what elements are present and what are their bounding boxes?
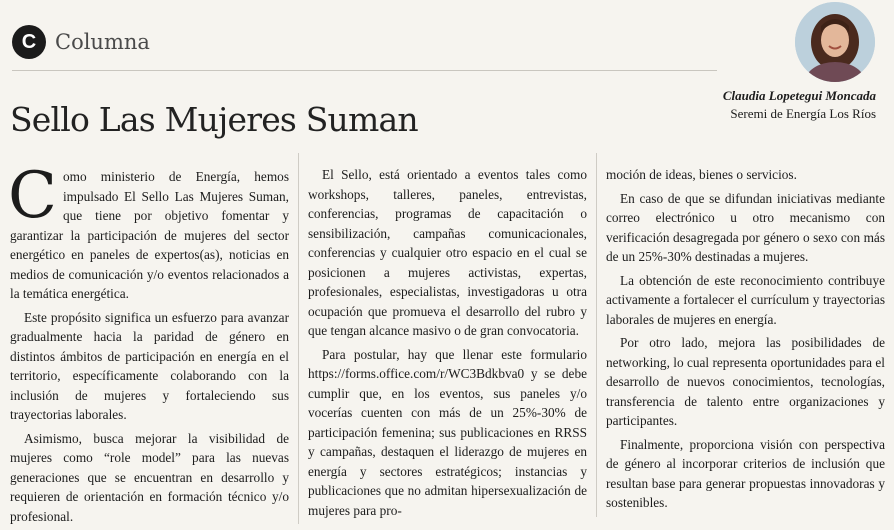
- article-paragraph: Asimismo, busca mejorar la visibilidad de mujeres como “role model” para las nuevas generaciones que se encuentran en desarrollo y requieren de orientación en formación técnico y/o profesional.: [10, 430, 289, 524]
- paragraph-text: omo ministerio de Energía, hemos impulsado El Sello Las Mujeres Suman, que tiene por objetivo fomentar y garantizar la participación de mujeres del sector energético en paneles de expertos(as), noticias en medios de comunicación y/o eventos relacionados a la temática energética.: [10, 169, 289, 301]
- article-paragraph: Finalmente, proporciona visión con perspectiva de género al incorporar criterios de inclusión que resultan base para generar propuestas innovadoras y sostenibles.: [606, 436, 885, 510]
- article-column-3: [606, 165, 885, 517]
- section-header: [12, 24, 150, 60]
- article-paragraph: Este propósito significa un esfuerzo para avanzar gradualmente hacia la paridad de género en distintos ámbitos de participación en energía en el territorio, específicamente colaborando con la inclusión de mujeres y fortaleciendo sus trayectorias laborales.: [10, 309, 289, 422]
- article-paragraph: Por otro lado, mejora las posibilidades de networking, lo cual representa oportunidades para el desarrollo de nuevos conocimientos, tecnologías, transferencia de talento entre organizaciones y participantes.: [606, 335, 885, 428]
- article-paragraph: En caso de que se difundan iniciativas mediante correo electrónico u otro mecanismo con verificación desagregada por género o sexo con más de un 25%-30% destinadas a mujeres.: [606, 190, 885, 264]
- article-paragraph: Para postular, hay que llenar este formulario https://forms.office.com/r/WC3Bdkbva0 y se debe cumplir que, en los eventos, sus paneles y/o vocerías cuenten con más de un 25%-30% de participación femenina; sus publicaciones en RRSS y campañas, destaquen el liderazgo de mujeres en energía y sectores estratégicos; instancias y publicaciones que no admitan hipersexualización de mujeres para pro-: [308, 346, 587, 518]
- article-paragraph: El Sello, está orientado a eventos tales como workshops, talleres, paneles, entrevistas, conferencias, programas de capacitación o sensibilización, campañas comunicacionales, conferencias y cualquier otro espacio en el cual se posicionen a mujeres activistas, expertas, profesionales, especialistas, investigadoras u otra ocupación que promueva el desarrollo del rubro y que tengan alcance masivo o de gran convocatoria.: [308, 167, 587, 338]
- section-label: Columna: [55, 30, 150, 54]
- headline: Sello Las Mujeres Suman: [10, 100, 418, 139]
- section-badge: C: [12, 25, 46, 59]
- dropcap: C: [8, 159, 57, 233]
- article-column-2: [308, 165, 587, 524]
- article-column-1: [8, 159, 289, 530]
- author-role: Seremi de Energía Los Ríos: [730, 106, 876, 121]
- article-paragraph: La obtención de este reconocimiento contribuye activamente a fortalecer el currículum y trayectorias laborales de mujeres en energía.: [606, 272, 885, 327]
- article-paragraph: [8, 159, 289, 304]
- author-photo: [795, 2, 875, 82]
- header-rule: [12, 70, 717, 71]
- article-paragraph: moción de ideas, bienes o servicios.: [606, 167, 797, 182]
- author-name: Claudia Lopetegui Moncada: [722, 88, 876, 103]
